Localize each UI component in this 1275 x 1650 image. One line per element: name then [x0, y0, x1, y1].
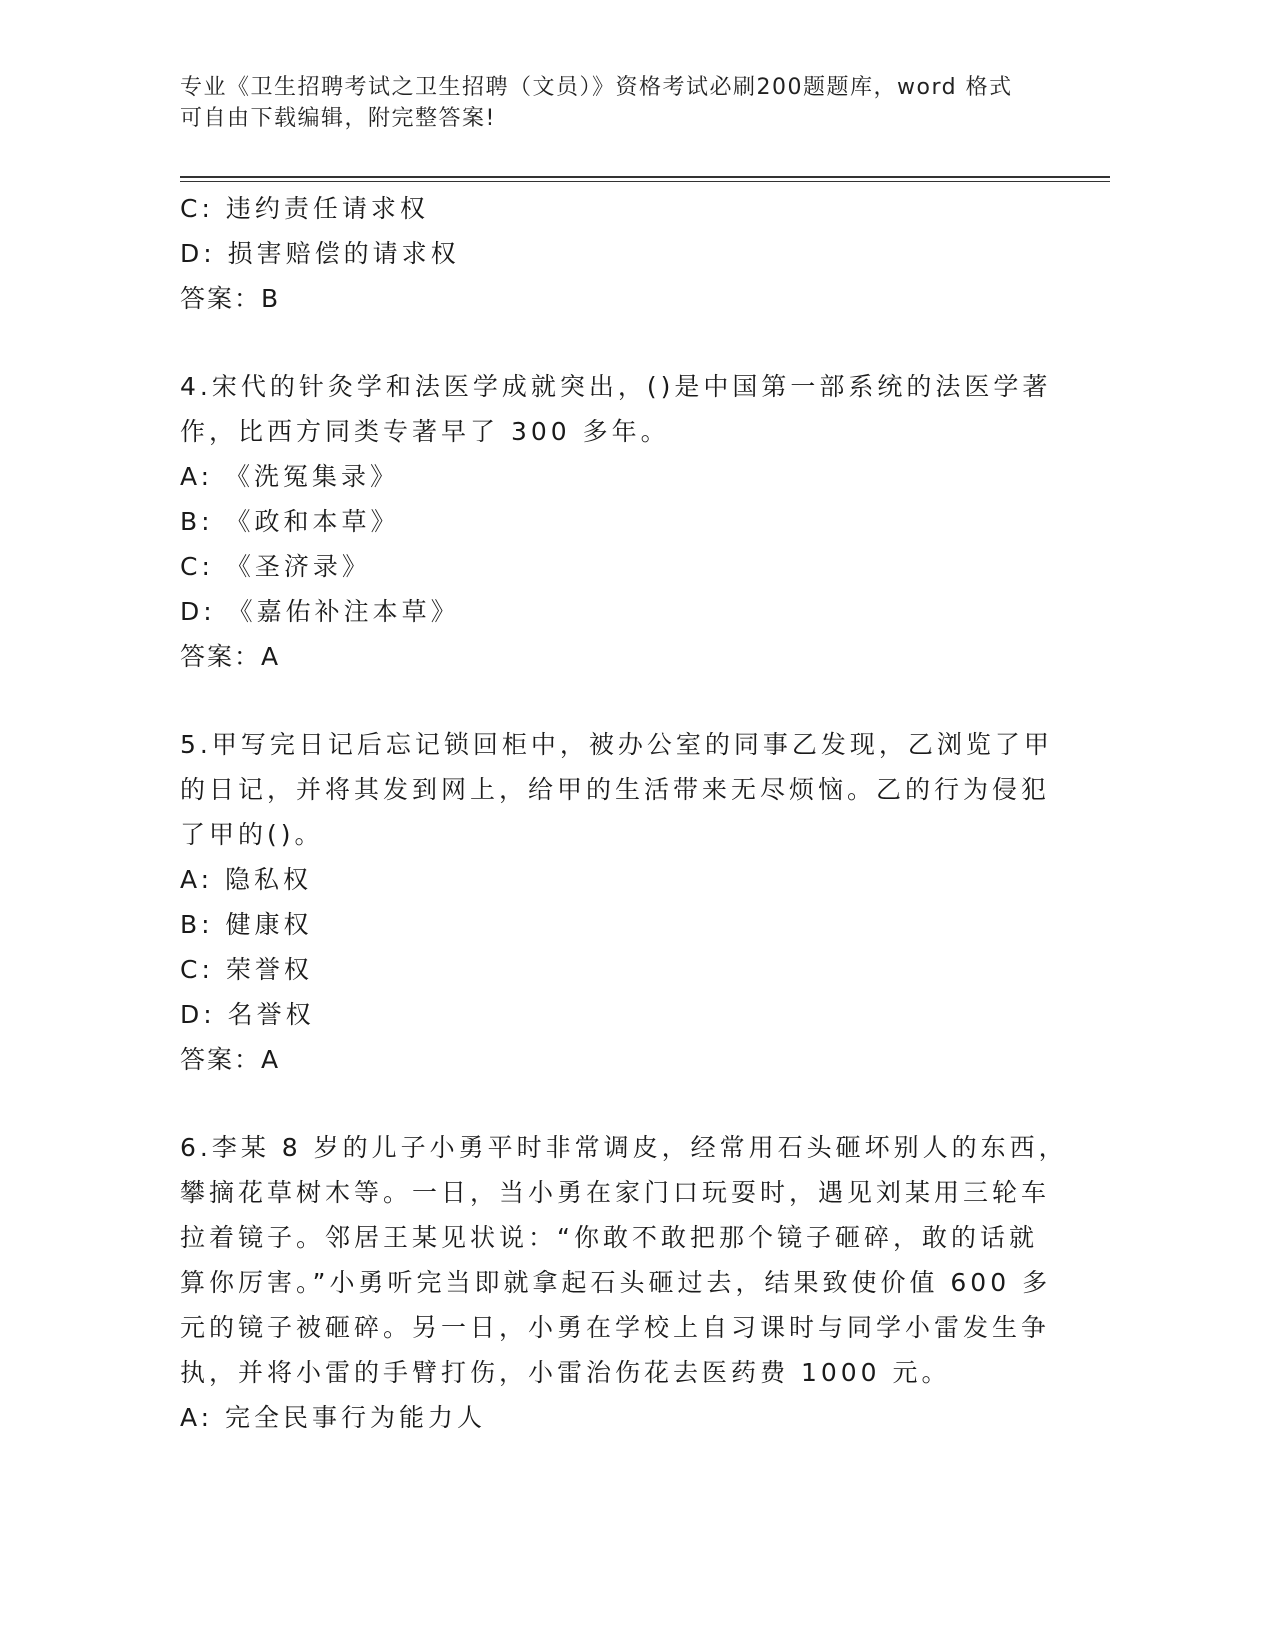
spacer — [180, 321, 1060, 364]
q4-stem-line-2: 作，比西方同类专著早了 300 多年。 — [180, 417, 670, 446]
spacer — [180, 1082, 1060, 1125]
q6-stem-line-2: 攀摘花草树木等。一日，当小勇在家门口玩耍时，遇见刘某用三轮车 — [180, 1178, 1051, 1207]
q4-option-d: D: 《嘉佑补注本草》 — [180, 597, 460, 626]
q5-answer: 答案：A — [180, 1045, 281, 1074]
q5-option-b: B: 健康权 — [180, 910, 313, 939]
q6-stem-line-3: 拉着镜子。邻居王某见状说：“你敢不敢把那个镜子砸碎，敢的话就 — [180, 1223, 1038, 1252]
q6-stem-line-6: 执，并将小雷的手臂打伤，小雷治伤花去医药费 1000 元。 — [180, 1358, 951, 1387]
q4-stem-line-1: 4.宋代的针灸学和法医学成就突出，()是中国第一部系统的法医学著 — [180, 372, 1052, 401]
q4-answer: 答案：A — [180, 642, 281, 671]
header-divider-thick — [180, 176, 1110, 178]
q5-stem-line-2: 的日记，并将其发到网上，给甲的生活带来无尽烦恼。乙的行为侵犯 — [180, 775, 1051, 804]
header-title-line-1: 专业《卫生招聘考试之卫生招聘（文员）》资格考试必刷200题题库，word 格式 — [180, 75, 1013, 100]
q6-stem-line-4: 算你厉害。”小勇听完当即就拿起石头砸过去，结果致使价值 600 多 — [180, 1268, 1052, 1297]
q5-option-d: D: 名誉权 — [180, 1000, 315, 1029]
header-divider-thin — [180, 181, 1110, 182]
q4-option-b: B: 《政和本草》 — [180, 507, 400, 536]
q3-option-d: D: 损害赔偿的请求权 — [180, 239, 460, 268]
q5-stem-line-1: 5.甲写完日记后忘记锁回柜中，被办公室的同事乙发现，乙浏览了甲 — [180, 730, 1053, 759]
q3-option-c: C: 违约责任请求权 — [180, 194, 429, 223]
q5-option-c: C: 荣誉权 — [180, 955, 313, 984]
page-header — [180, 72, 1060, 134]
q5-option-a: A: 隐私权 — [180, 865, 313, 894]
q3-answer: 答案：B — [180, 284, 281, 313]
q4-option-a: A: 《洗冤集录》 — [180, 462, 400, 491]
q5-stem-line-3: 了甲的()。 — [180, 820, 324, 849]
spacer — [180, 679, 1060, 722]
q6-stem-line-5: 元的镜子被砸碎。另一日，小勇在学校上自习课时与同学小雷发生争 — [180, 1313, 1051, 1342]
question-content — [180, 186, 1068, 1440]
q6-option-a: A: 完全民事行为能力人 — [180, 1403, 487, 1432]
q4-option-c: C: 《圣济录》 — [180, 552, 371, 581]
header-title-line-2: 可自由下载编辑，附完整答案! — [180, 106, 496, 131]
q6-stem-line-1: 6.李某 8 岁的儿子小勇平时非常调皮，经常用石头砸坏别人的东西， — [180, 1133, 1068, 1162]
